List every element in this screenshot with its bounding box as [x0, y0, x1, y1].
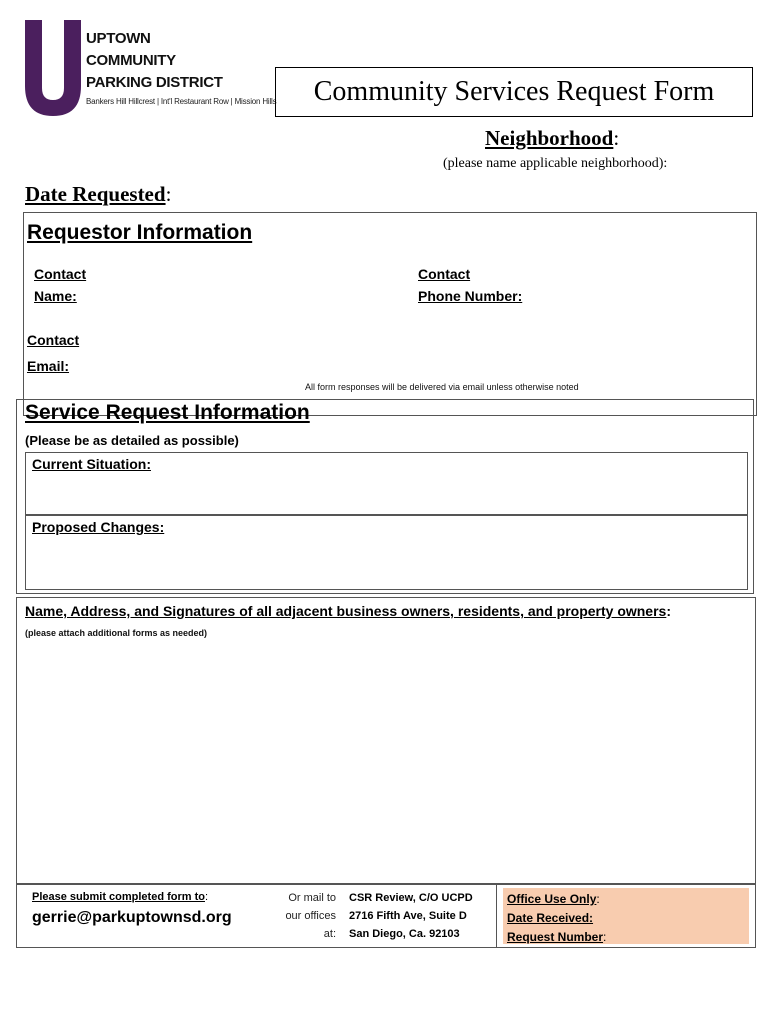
submit-email-link[interactable]: gerrie@parkuptownsd.org	[32, 909, 232, 926]
proposed-changes-label: Proposed Changes:	[32, 519, 165, 535]
contact-name-field[interactable]: Contact Name:	[34, 266, 87, 304]
logo-wordmark	[86, 28, 223, 94]
form-title: Community Services Request Form	[275, 67, 753, 117]
signatures-note: (please attach additional forms as needed)	[25, 628, 208, 638]
contact-email-field[interactable]: Contact Email:	[27, 332, 80, 374]
date-requested-label: Date Requested:	[25, 182, 172, 206]
signatures-title: Name, Address, and Signatures of all adjacent business owners, residents, and property owners:	[25, 603, 671, 619]
ucpd-logo-icon	[25, 20, 81, 116]
mailing-address: CSR Review, C/O UCPD 2716 Fifth Ave, Suite D San Diego, Ca. 92103	[349, 892, 473, 940]
email-delivery-note: All form responses will be delivered via email unless otherwise noted	[305, 382, 579, 392]
footer-divider	[496, 885, 497, 947]
logo-line-2: COMMUNITY	[86, 52, 176, 69]
mail-label: Or mail to our offices at:	[285, 892, 336, 940]
request-number-label: Request Number	[507, 930, 604, 944]
service-subtitle: (Please be as detailed as possible)	[25, 433, 239, 448]
service-title: Service Request Information	[25, 401, 310, 424]
current-situation-label: Current Situation:	[32, 456, 151, 472]
signatures-section[interactable]	[16, 597, 756, 884]
logo-line-3: PARKING DISTRICT	[86, 74, 223, 91]
logo-line-1: UPTOWN	[86, 30, 151, 47]
contact-phone-field[interactable]: Contact Phone Number:	[418, 266, 523, 304]
neighborhood-hint: (please name applicable neighborhood):	[443, 156, 668, 171]
date-received-label: Date Received:	[507, 911, 594, 925]
requestor-title: Requestor Information	[27, 221, 253, 244]
neighborhood-label: Neighborhood:	[485, 126, 620, 150]
logo-neighborhoods: Bankers Hill Hillcrest | Int'l Restaurant Row | Mission Hills	[86, 97, 277, 106]
office-use-box: Office Use Only: Date Received: Request Number:	[503, 888, 749, 944]
submit-label: Please submit completed form to:	[32, 891, 209, 903]
